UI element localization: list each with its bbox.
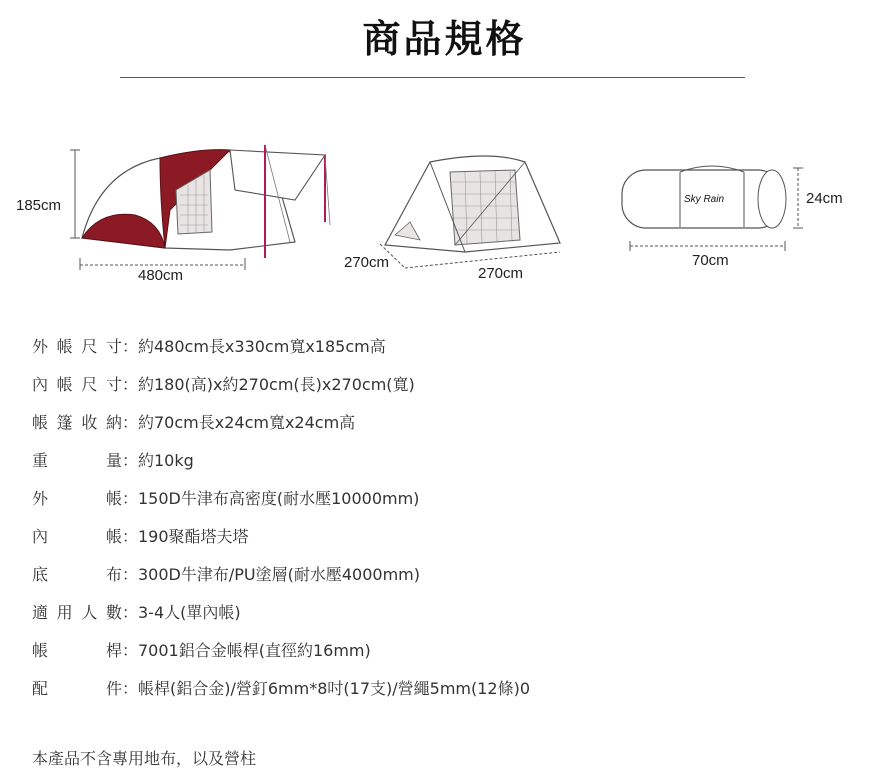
spec-value: 約180(高)x約270cm(長)x270cm(寬) — [138, 375, 415, 394]
bag-brand-logo: Sky Rain — [684, 194, 725, 205]
spec-row: 重量：約10kg — [32, 449, 194, 473]
spec-row: 配件：帳桿(鋁合金)/營釘6mm*8吋(17支)/營繩5mm(12條)0 — [32, 677, 530, 701]
full-tent-drawing — [70, 145, 330, 270]
spec-row: 內帳：190聚酯塔夫塔 — [32, 525, 249, 549]
spec-value: 190聚酯塔夫塔 — [138, 527, 249, 546]
spec-row: 內帳尺寸：約180(高)x約270cm(長)x270cm(寬) — [32, 373, 415, 397]
spec-label: 重量 — [32, 451, 122, 470]
bag-length-label: 70cm — [692, 252, 729, 269]
spec-label: 外帳尺寸 — [32, 337, 122, 356]
page-title: 商品規格 — [362, 17, 527, 61]
spec-value: 7001鋁合金帳桿(直徑約16mm) — [138, 641, 371, 660]
spec-value: 150D牛津布高密度(耐水壓10000mm) — [138, 489, 420, 508]
spec-label: 外帳 — [32, 489, 122, 508]
spec-row: 底布：300D牛津布/PU塗層(耐水壓4000mm) — [32, 563, 420, 587]
spec-label: 配件 — [32, 679, 122, 698]
spec-row: 帳篷收納：約70cm長x24cm寬x24cm高 — [32, 411, 355, 435]
inner-tent-drawing — [380, 156, 560, 268]
spec-label: 適用人數 — [32, 603, 122, 622]
spec-row: 外帳尺寸：約480cm長x330cm寬x185cm高 — [32, 335, 386, 359]
inner-width-label: 270cm — [478, 265, 524, 282]
spec-label: 底布 — [32, 565, 122, 584]
spec-label: 帳桿 — [32, 641, 122, 660]
tent-illustrations — [0, 130, 889, 300]
spec-row: 外帳：150D牛津布高密度(耐水壓10000mm) — [32, 487, 419, 511]
inner-depth-label: 270cm — [344, 254, 390, 271]
spec-label: 內帳尺寸 — [32, 375, 122, 394]
spec-value: 約480cm長x330cm寬x185cm高 — [138, 337, 386, 356]
bag-height-label: 24cm — [806, 190, 843, 207]
spec-value: 約70cm長x24cm寬x24cm高 — [138, 413, 356, 432]
spec-label: 帳篷收納 — [32, 413, 122, 432]
tent-dimension-diagrams — [0, 130, 889, 300]
spec-row: 帳桿：7001鋁合金帳桿(直徑約16mm) — [32, 639, 371, 663]
spec-value: 約10kg — [138, 451, 194, 470]
spec-value: 帳桿(鋁合金)/營釘6mm*8吋(17支)/營繩5mm(12條)0 — [138, 679, 531, 698]
tent-height-label: 185cm — [16, 197, 62, 214]
title-divider — [120, 77, 745, 78]
disclaimer-note: 本產品不含專用地布，以及營柱 — [32, 749, 257, 768]
tent-length-label: 480cm — [138, 267, 184, 284]
spec-value: 300D牛津布/PU塗層(耐水壓4000mm) — [138, 565, 420, 584]
storage-bag-drawing — [622, 166, 803, 251]
spec-label: 內帳 — [32, 527, 122, 546]
spec-value: 3-4人(單內帳) — [138, 603, 241, 622]
spec-row: 適用人數：3-4人(單內帳) — [32, 601, 241, 625]
